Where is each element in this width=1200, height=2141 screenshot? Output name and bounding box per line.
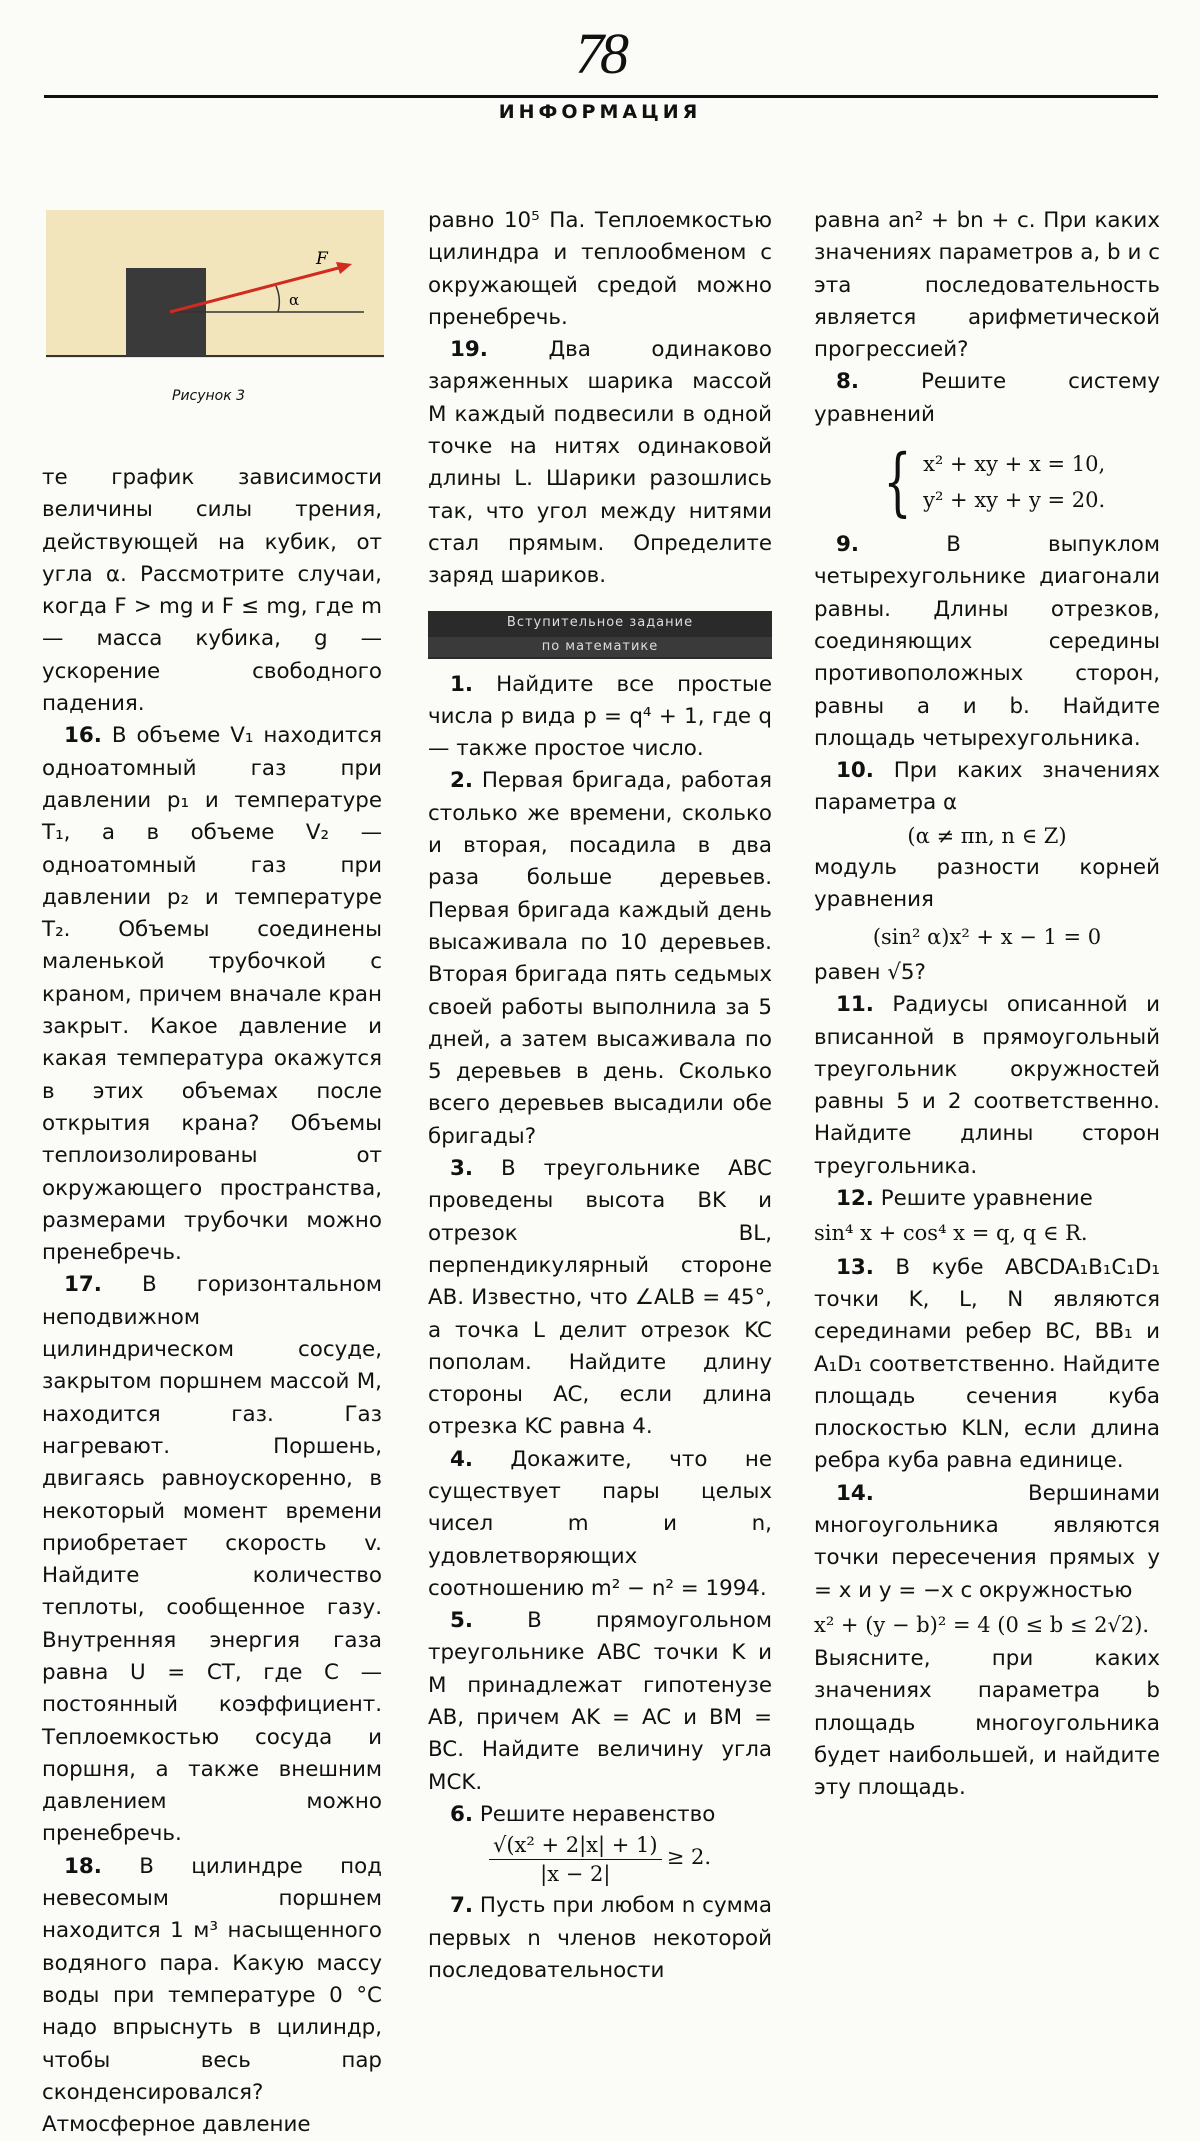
math-problem-13-text: В кубе ABCDA₁B₁C₁D₁ точки K, L, N являются серединами ребер BC, BB₁ и A₁D₁ соответственно. Найдите площадь сечения куба плоскостью KLN, если длина ребра куба равна единице. xyxy=(814,1254,1160,1474)
math-problem-2 xyxy=(428,765,772,1153)
fraction-denominator: |x − 2| xyxy=(540,1862,611,1887)
equation-system xyxy=(874,439,1160,526)
column-2 xyxy=(428,205,772,1987)
header-rule xyxy=(44,95,1158,98)
problem-18-number: 18. xyxy=(64,1853,102,1879)
math-problem-2-number: 2. xyxy=(450,768,474,794)
math-problem-7-text: Пусть при любом n сумма первых n членов некоторой последовательности xyxy=(428,1893,772,1983)
problem-17 xyxy=(42,1269,382,1850)
math-problem-10-text-2: модуль разности корней уравнения xyxy=(814,855,1160,913)
math-problem-3-number: 3. xyxy=(450,1156,474,1182)
math-problem-12-number: 12. xyxy=(836,1186,874,1212)
problem-18-continuation: равно 10⁵ Па. Теплоемкостью цилиндра и теплообменом с окружающей средой можно пренебречь. xyxy=(428,208,772,330)
math-problem-8 xyxy=(814,366,1160,431)
math-problem-14-number: 14. xyxy=(836,1480,874,1506)
force-label: F xyxy=(316,249,328,269)
figure-3 xyxy=(46,210,384,358)
column-3 xyxy=(814,205,1160,1805)
math-problem-8-text: Решите систему уравнений xyxy=(814,369,1160,427)
system-equation-2: y² + xy + y = 20. xyxy=(923,488,1106,513)
math-problem-14-equation: x² + (y − b)² = 4 (0 ≤ b ≤ 2√2). xyxy=(814,1612,1150,1637)
figure-3-drawing xyxy=(46,210,384,358)
problem-16-text: В объеме V₁ находится одноатомный газ при давлении p₁ и температуре T₁, а в объеме V₂ — одноатомный газ при давлении p₂ и температуре T₂. Объемы соединены маленькой трубочкой с краном, причем вначале кран закрыт. Какое давление и какая температура окажутся в этих объемах после открытия крана? Объемы теплоизолированы от окружающего пространства, размерами трубочки можно пренебречь. xyxy=(42,723,382,1266)
math-problem-7-number: 7. xyxy=(450,1893,474,1919)
problem-19-text: Два одинаково заряженных шарика массой M каждый подвесили в одной точке на нитях одинаковой длины L. Шарики разошлись так, что угол между нитями стал прямым. Определите заряд шариков. xyxy=(428,337,772,589)
math-section-banner xyxy=(428,611,772,659)
banner-line-2: по математике xyxy=(428,637,772,657)
problem-17-text: В горизонтальном неподвижном цилиндрическом сосуде, закрытом поршнем массой M, находится газ. Газ нагревают. Поршень, двигаясь равноускоренно, в некоторый момент времени приобретает скорость v. Найдите количество теплоты, сообщенное газу. Внутренняя энергия газа равна U = CT, где C — постоянный коэффициент. Теплоемкостью сосуда и поршня, а также внешним давлением можно пренебречь. xyxy=(42,1272,382,1847)
banner-line-1: Вступительное задание xyxy=(506,614,694,630)
math-problem-1-number: 1. xyxy=(450,671,474,697)
math-problem-5-number: 5. xyxy=(450,1608,474,1634)
math-problem-12-text: Решите уравнение xyxy=(880,1186,1093,1212)
math-problem-11 xyxy=(814,989,1160,1183)
problem-19 xyxy=(428,334,772,592)
math-problem-7-continuation: равна an² + bn + c. При каких значениях параметров a, b и c эта последовательность является арифметической прогрессией? xyxy=(814,208,1160,363)
column-1 xyxy=(42,462,382,2141)
math-problem-10 xyxy=(814,755,1160,820)
angle-label: α xyxy=(289,291,300,309)
math-problem-12-equation: sin⁴ x + cos⁴ x = q, q ∈ R. xyxy=(814,1221,1088,1246)
math-problem-2-text: Первая бригада, работая столько же времени, сколько и вторая, посадила в два раза больше деревьев. Первая бригада каждый день высаживала по 10 деревьев. Вторая бригада пять седьмых своей работы выполнила за 5 дней, а затем высаживала по 5 деревьев в день. Сколько всего деревьев высадили обе бригады? xyxy=(428,768,772,1149)
math-problem-12 xyxy=(814,1183,1160,1215)
math-problem-4 xyxy=(428,1444,772,1605)
math-problem-7 xyxy=(428,1890,772,1987)
math-problem-14-text: Вершинами многоугольника являются точки пересечения прямых y = x и y = −x с окружностью xyxy=(814,1480,1160,1603)
section-title: ИНФОРМАЦИЯ xyxy=(498,101,702,123)
math-problem-13 xyxy=(814,1252,1160,1478)
problem-16-number: 16. xyxy=(64,723,102,749)
math-problem-10-number: 10. xyxy=(836,758,874,784)
math-problem-9 xyxy=(814,529,1160,755)
problem-18-text: В цилиндре под невесомым поршнем находится 1 м³ насыщенного водяного пара. Какую массу воды при температуре 0 °C надо впрыснуть в цилиндр, чтобы весь пар сконденсировался? Атмосферное давление xyxy=(42,1853,382,2138)
math-problem-6-number: 6. xyxy=(450,1801,474,1827)
math-problem-3 xyxy=(428,1153,772,1444)
problem-18 xyxy=(42,1851,382,2141)
math-problem-4-text: Докажите, что не существует пары целых чисел m и n, удовлетворяющих соотношению m² − n² = 1994. xyxy=(428,1446,772,1601)
problem-15-continuation: те график зависимости величины силы трения, действующей на кубик, от угла α. Рассмотрите случаи, когда F > mg и F ≤ mg, где m — масса кубика, g — ускорение свободного падения. xyxy=(42,465,382,717)
problem-17-number: 17. xyxy=(64,1272,102,1298)
math-problem-14-text-2: Выясните, при каких значениях параметра b площадь многоугольника будет наибольшей, и найдите эту площадь. xyxy=(814,1646,1160,1801)
problem-19-number: 19. xyxy=(450,337,488,363)
figure-caption: Рисунок 3 xyxy=(172,388,246,404)
system-equation-1: x² + xy + x = 10, xyxy=(923,452,1106,477)
math-problem-11-number: 11. xyxy=(836,992,874,1018)
math-problem-14 xyxy=(814,1478,1160,1607)
math-problem-1-text: Найдите все простые числа p вида p = q⁴ + 1, где q — также простое число. xyxy=(428,671,772,762)
math-problem-6-formula xyxy=(428,1833,772,1886)
math-problem-3-text: В треугольнике ABC проведены высота BK и отрезок BL, перпендикулярный стороне AB. Известно, что ∠ALB = 45°, а точка L делит отрезок KC пополам. Найдите длину стороны AC, если длина отрезка KC равна 4. xyxy=(428,1156,772,1440)
math-problem-10-condition: (α ≠ πn, n ∈ Z) xyxy=(907,823,1067,848)
inequality-rhs: ≥ 2. xyxy=(666,1845,712,1870)
math-problem-4-number: 4. xyxy=(450,1446,474,1472)
inequality-fraction xyxy=(489,1833,662,1886)
math-problem-8-number: 8. xyxy=(836,369,860,395)
math-problem-5-text: В прямоугольном треугольнике ABC точки K и M принадлежат гипотенузе AB, причем AK = AC и BM = BC. Найдите величину угла MCK. xyxy=(428,1608,772,1795)
math-problem-6-text: Решите неравенство xyxy=(479,1801,716,1827)
math-problem-1 xyxy=(428,669,772,766)
fraction-numerator: √(x² + 2|x| + 1) xyxy=(489,1833,662,1860)
page-number: 78 xyxy=(575,21,625,86)
angle-arc xyxy=(276,286,279,312)
math-problem-10-text-3: равен √5? xyxy=(814,959,926,985)
math-problem-6 xyxy=(428,1799,772,1831)
math-problem-10-equation: (sin² α)x² + x − 1 = 0 xyxy=(872,924,1102,949)
math-problem-13-number: 13. xyxy=(836,1254,874,1280)
force-arrowhead xyxy=(336,262,352,274)
math-problem-11-text: Радиусы описанной и вписанной в прямоугольный треугольник окружностей равны 5 и 2 соответственно. Найдите длины сторон треугольника. xyxy=(814,992,1160,1179)
math-problem-9-text: В выпуклом четырехугольнике диагонали равны. Длины отрезков, соединяющих середины противоположных сторон, равны a и b. Найдите площадь четырехугольника. xyxy=(814,532,1160,751)
math-problem-10-text: При каких значениях параметра α xyxy=(814,758,1160,816)
system-brace: { xyxy=(883,439,912,526)
math-problem-9-number: 9. xyxy=(836,532,860,558)
math-problem-5 xyxy=(428,1605,772,1799)
problem-16 xyxy=(42,720,382,1269)
